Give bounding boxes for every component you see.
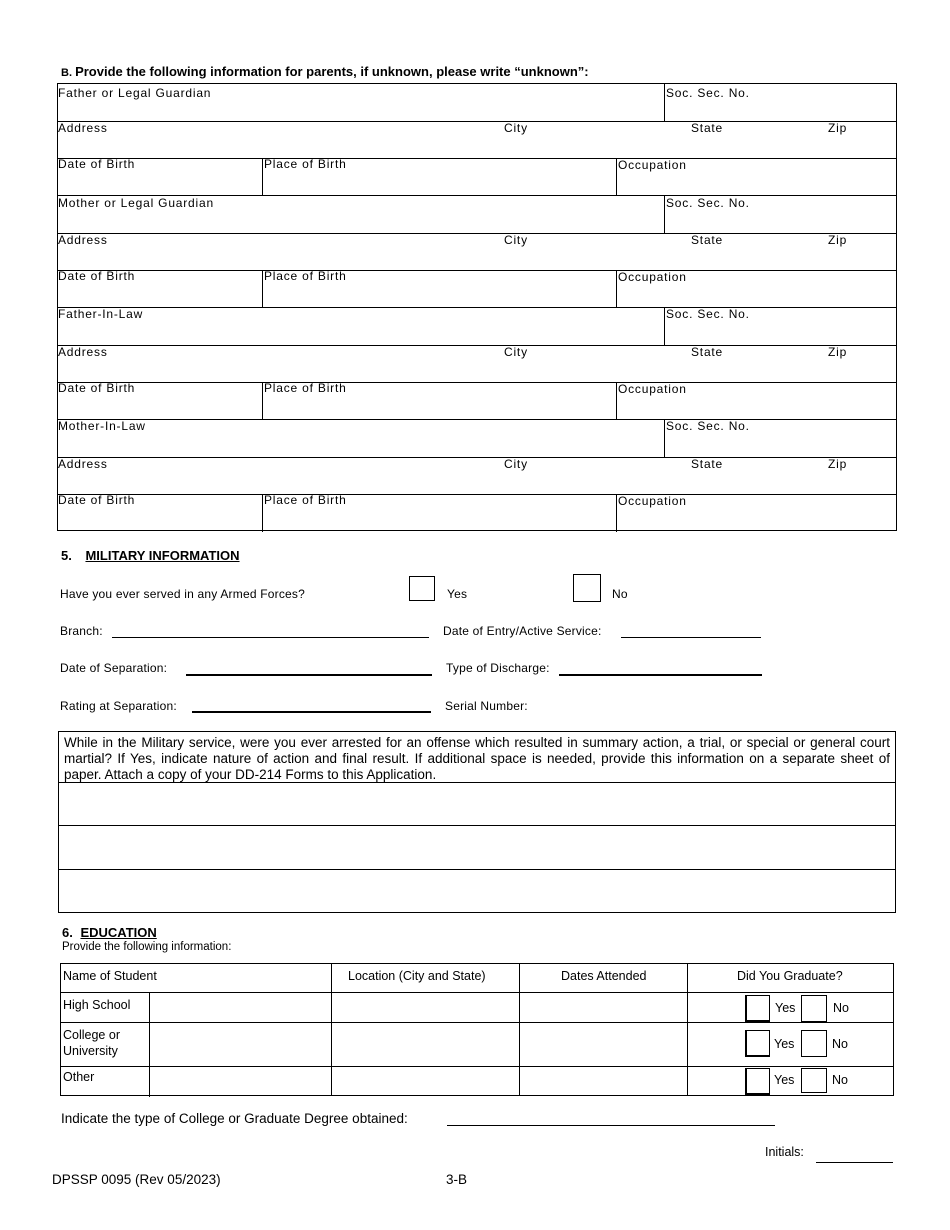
father-in-law-ssn-field[interactable]: Soc. Sec. No. [666,307,750,321]
mother-dob-field[interactable]: Date of Birth [58,269,136,283]
initials-label: Initials: [765,1145,804,1159]
military-title: MILITARY INFORMATION [85,548,240,563]
father-in-law-occupation-field[interactable]: Occupation [618,382,687,396]
section-b-heading: B. Provide the following information for parents, if unknown, please write “unknown”: [61,64,589,79]
rating-input[interactable] [192,711,431,713]
high-school-yes-checkbox[interactable] [745,995,770,1022]
served-yes-checkbox[interactable] [409,576,435,601]
section-b-letter: B [61,67,69,79]
father-occupation-field[interactable]: Occupation [618,158,687,172]
entry-date-label: Date of Entry/Active Service: [443,624,602,638]
mother-in-law-occupation-field[interactable]: Occupation [618,494,687,508]
father-in-law-address-field[interactable]: Address [58,345,108,359]
father-name-field[interactable]: Father or Legal Guardian [58,86,212,100]
arrest-answer-line-3[interactable] [59,870,895,913]
mother-in-law-state-label: State [691,457,724,471]
header-location: Location (City and State) [348,969,486,983]
high-school-no-label: No [833,1001,849,1015]
arrest-answer-line-1[interactable] [59,783,895,825]
discharge-input[interactable] [559,674,762,676]
mother-ssn-field[interactable]: Soc. Sec. No. [666,196,750,210]
mother-name-field[interactable]: Mother or Legal Guardian [58,196,214,210]
branch-input[interactable] [112,637,429,638]
row-other-label: Other [63,1070,95,1084]
father-state-label: State [691,121,724,135]
served-no-checkbox[interactable] [573,574,601,602]
mother-in-law-city-label: City [504,457,528,471]
father-pob-field[interactable]: Place of Birth [264,157,347,171]
section-b-instruction: Provide the following information for parents, if unknown, please write “unknown”: [75,64,589,79]
page-number: 3-B [446,1172,468,1187]
header-graduate: Did You Graduate? [737,969,843,983]
entry-date-input[interactable] [621,637,761,638]
mother-occupation-field[interactable]: Occupation [618,270,687,284]
mother-in-law-zip-label: Zip [828,457,848,471]
form-id: DPSSP 0095 (Rev 05/2023) [52,1172,221,1187]
education-number: 6. [62,925,73,940]
header-student-name: Name of Student [63,969,157,983]
other-yes-label: Yes [774,1073,795,1087]
served-question: Have you ever served in any Armed Forces? [60,587,305,601]
education-instruction: Provide the following information: [62,941,232,953]
mother-pob-field[interactable]: Place of Birth [264,269,347,283]
mother-in-law-ssn-field[interactable]: Soc. Sec. No. [666,419,750,433]
header-dates: Dates Attended [561,969,647,983]
branch-label: Branch: [60,624,103,638]
college-no-label: No [832,1037,848,1051]
mother-in-law-dob-field[interactable]: Date of Birth [58,493,136,507]
discharge-label: Type of Discharge: [446,661,550,675]
separation-date-input[interactable] [186,674,432,676]
mother-in-law-name-field[interactable]: Mother-In-Law [58,419,146,433]
serial-number-label: Serial Number: [445,699,528,713]
mother-in-law-address-field[interactable]: Address [58,457,108,471]
father-zip-label: Zip [828,121,848,135]
education-heading [62,925,157,940]
education-title: EDUCATION [80,925,157,940]
father-city-label: City [504,121,528,135]
degree-label: Indicate the type of College or Graduate Degree obtained: [61,1111,408,1126]
father-in-law-pob-field[interactable]: Place of Birth [264,381,347,395]
high-school-yes-label: Yes [775,1001,796,1015]
military-number: 5. [61,548,72,563]
military-heading [61,548,240,563]
mother-in-law-pob-field[interactable]: Place of Birth [264,493,347,507]
degree-input[interactable] [447,1125,775,1126]
mother-address-field[interactable]: Address [58,233,108,247]
college-yes-checkbox[interactable] [745,1030,770,1057]
other-yes-checkbox[interactable] [745,1068,770,1095]
served-no-label: No [612,587,628,601]
parents-table [57,83,897,531]
served-yes-label: Yes [447,587,468,601]
initials-input[interactable] [816,1162,893,1163]
high-school-no-checkbox[interactable] [801,995,827,1022]
father-in-law-dob-field[interactable]: Date of Birth [58,381,136,395]
row-high-school-label: High School [63,998,131,1012]
separation-date-label: Date of Separation: [60,661,168,675]
education-table [60,963,894,1096]
other-no-label: No [832,1073,848,1087]
other-no-checkbox[interactable] [801,1068,827,1093]
father-ssn-field[interactable]: Soc. Sec. No. [666,86,750,100]
arrest-answer-line-2[interactable] [59,826,895,869]
mother-zip-label: Zip [828,233,848,247]
row-college-label: College or University [63,1028,120,1058]
father-in-law-city-label: City [504,345,528,359]
mother-state-label: State [691,233,724,247]
college-yes-label: Yes [774,1037,795,1051]
father-address-field[interactable]: Address [58,121,108,135]
father-dob-field[interactable]: Date of Birth [58,157,136,171]
father-in-law-name-field[interactable]: Father-In-Law [58,307,144,321]
father-in-law-zip-label: Zip [828,345,848,359]
college-no-checkbox[interactable] [801,1030,827,1057]
military-arrest-box [58,731,896,913]
mother-city-label: City [504,233,528,247]
arrest-question: While in the Military service, were you ever arrested for an offense which resulted in summary action, a trial, or special or general court martial? If Yes, indicate nature of action and final result. If additional space is needed, provide this information on a separate sheet of paper. Attach a copy of your DD-214 Forms to this Application. [64,735,890,782]
father-in-law-state-label: State [691,345,724,359]
rating-label: Rating at Separation: [60,699,177,713]
